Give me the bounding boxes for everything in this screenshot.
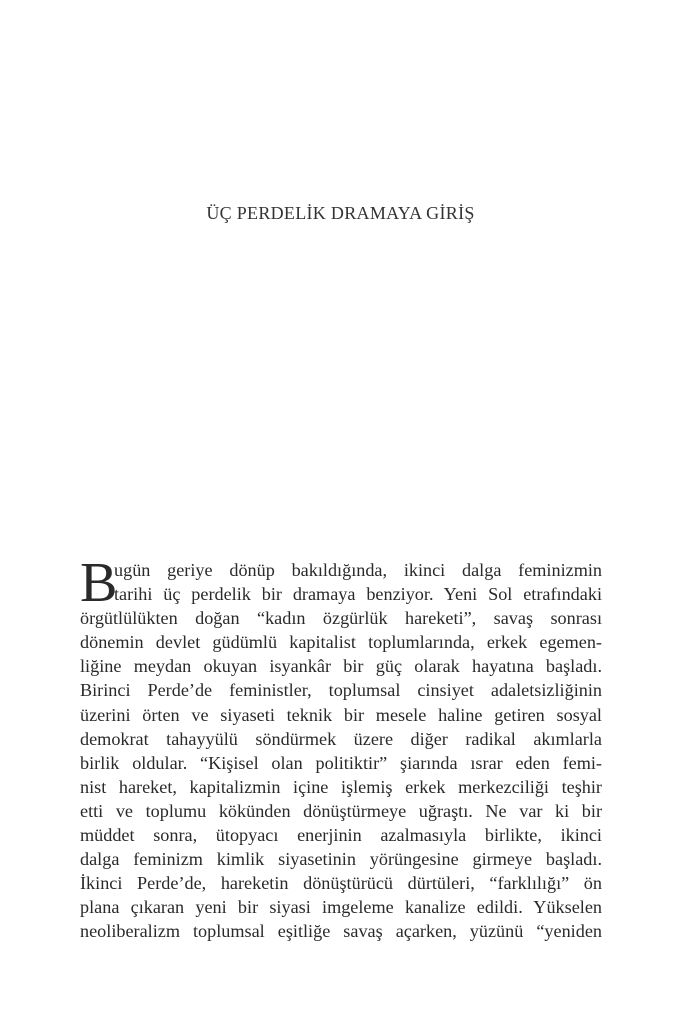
text-line: demokrat tahayyülü söndürmek üzere diğer radikal akımlarla [80,728,602,749]
text-line: dönemin devlet güdümlü kapitalist toplumlarında, erkek egemen- [80,632,602,653]
text-line: tarihi üç perdelik bir dramaya benziyor. Yeni Sol etrafındaki [114,584,602,605]
text-line: liğine meydan okuyan isyankâr bir güç olarak hayatına başladı. [80,656,602,677]
body-text [80,552,602,944]
text-line: İkinci Perde’de, hareketin dönüştürücü dürtüleri, “farklılığı” ön [80,873,602,894]
text-line: neoliberalizm toplumsal eşitliğe savaş açarken, yüzünü “yeniden [80,921,602,942]
text-line: üzerini örten ve siyaseti teknik bir mesele haline getiren sosyal [80,704,602,725]
text-line: müddet sonra, ütopyacı enerjinin azalmasıyla birlikte, ikinci [80,825,602,846]
text-line: örgütlülükten doğan “kadın özgürlük hareketi”, savaş sonrası [80,608,602,629]
text-line: etti ve toplumu kökünden dönüştürmeye uğraştı. Ne var ki bir [80,800,602,821]
drop-cap: B [80,552,118,614]
chapter-title: ÜÇ PERDELİK DRAMAYA GİRİŞ [206,203,475,223]
text-line: Birinci Perde’de feministler, toplumsal cinsiyet adaletsizliğinin [80,680,602,701]
text-line: birlik oldular. “Kişisel olan politiktir” şiarında ısrar eden femi- [80,752,602,773]
text-line: ugün geriye dönüp bakıldığında, ikinci dalga feminizmin [114,560,602,580]
text-line: plana çıkaran yeni bir siyasi imgeleme kanalize edildi. Yükselen [80,897,602,918]
text-line: nist hareket, kapitalizmin içine işlemiş erkek merkezciliği teşhir [80,776,602,797]
text-line: dalga feminizm kimlik siyasetinin yörüngesine girmeye başladı. [80,849,602,870]
